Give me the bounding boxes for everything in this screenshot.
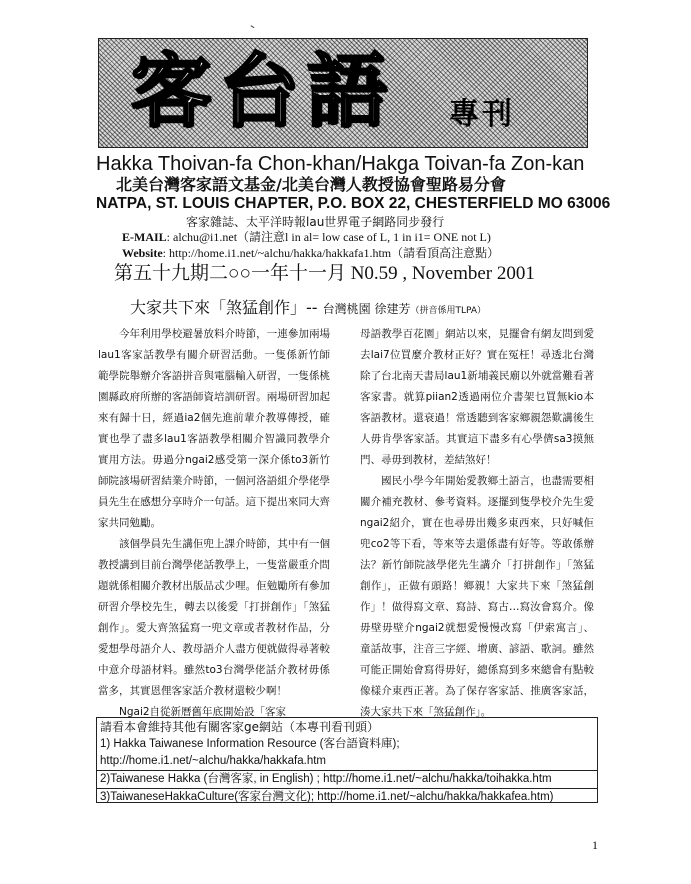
related-websites-box	[96, 717, 598, 803]
link-item	[97, 770, 597, 788]
title-english: Hakka Thoivan-fa Chon-khan/Hakga Toivan-fa Zon-kan	[96, 153, 585, 175]
article-title	[130, 296, 486, 323]
email-line	[122, 229, 491, 245]
article-paragraph: 該個學員先生講佢兜上課介時節，其中有一個教授講到目前台灣學佬話教學上，一隻當嚴重介問題就係相關介教材出版品忒少哩。佢勉勵所有參加研習介學校先生，轉去以後愛「打拼創作」「煞猛創作」。愛大齊煞猛寫一兜文章或者教材作品，分愛想學母語介人、教母語介人盡方便就做得尋著較中意介母語材料。雖然to3台灣學佬話介教材毋係當多，其實恩俚客家話介教材還較少啊！	[98, 538, 330, 697]
link-item	[100, 753, 594, 770]
website-line	[122, 245, 499, 261]
article-column-right	[360, 324, 594, 723]
masthead-title: 客台語	[131, 44, 395, 138]
link-url[interactable]: http://home.i1.net/~alchu/hakka/hakkafea.htm)	[317, 791, 554, 803]
masthead-subtitle: 專刊	[449, 97, 515, 132]
article-paragraph: 母語教學百花園」網站以來，見擺會有網友問到愛去lai7位買麼介教材正好？實在冤枉！尋透北台灣除了台北南天書局lau1新埔義民廟以外就當難看著客家書。就算piian2透過兩位介書架乜買無kio本客語教材。還衰過！常透聽到客家鄉親怨歎講後生人毋肯學客家話。其實這下盡多有心學儕sa3摸無門、尋毋到教材，差結煞好！	[360, 328, 594, 466]
article-paragraph: Ngai2自從新曆舊年底開始設「客家	[119, 706, 287, 718]
email-value[interactable]: : alchu@i1.net（請注意l in al= low case of L, 1 in i1= ONE not L)	[166, 230, 491, 244]
website-value[interactable]: : http://home.i1.net/~alchu/hakka/hakkafa1.htm（請看頂高注意點）	[162, 246, 500, 260]
link-item	[100, 736, 594, 753]
link-url[interactable]: http://home.i1.net/~alchu/hakka/toihakka.htm	[323, 773, 552, 785]
mailing-address: NATPA, ST. LOUIS CHAPTER, P.O. BOX 22, CHESTERFIELD MO 63006	[96, 195, 611, 212]
article-paragraph: 今年利用學校避暑放料介時節，一連參加兩場lau1客家話教學有關介研習活動。一隻係新竹師範學院舉辦介客語拼音與電腦輸入研習，一隻係桃園縣政府所辦的客語師資培訓研習。兩場研習加起來有歸十日，經過ia2個先進前輩介教導傳授，確實也學了盡多lau1客語教學相關介智識同教學介實用方法。毋過分ngai2感受第一深介係to3新竹師院該場研習結業介時節，一個河洛語組介學佬學員先生在感想分享時介一句話。這下提出來同大齊家共同勉勵。	[98, 328, 330, 529]
link-url[interactable]: http://home.i1.net/~alchu/hakka/hakkafa.htm	[100, 755, 326, 767]
article-headline: 大家共下來「煞猛創作」--	[130, 298, 323, 317]
link-label: 2)Taiwanese Hakka (台灣客家, in English) ;	[100, 773, 320, 785]
issue-line: 第五十九期二○○一年十一月 N0.59 , November 2001	[114, 263, 535, 284]
website-label: Website	[122, 246, 163, 260]
link-label: 1) Hakka Taiwanese Information Resource (客台語資料庫);	[100, 738, 400, 750]
stray-mark	[250, 25, 255, 30]
publication-note: 客家雜誌、太平洋時報lau世界電子網路同步發行	[186, 215, 445, 229]
link-item	[97, 788, 597, 803]
link-label: 3)TaiwaneseHakkaCulture(客家台灣文化);	[100, 791, 315, 803]
article-column-left	[98, 324, 330, 723]
article-author: 台灣桃園 徐建芳	[322, 302, 411, 316]
links-heading: 請看本會維持其他有關客家ge網站（本專刊看刊頭）	[100, 720, 380, 734]
email-label: E-MAIL	[122, 230, 167, 244]
masthead-banner	[98, 38, 588, 148]
page-number: 1	[592, 838, 598, 852]
title-chinese: 北美台灣客家語文基金/北美台灣人教授協會聖路易分會	[116, 175, 506, 194]
article-paragraph: 國民小學今年開始愛教鄉土語言，也盡需要相關介補充教材、參考資料。逐擺到隻學校介先生愛ngai2紹介，實在也尋毋出幾多東西來，只好喊佢兜co2等下看，等來等去還係盡有好等。等敢係辦法？新竹師院該學佬先生講介「打拼創作」「煞猛創作」，正做有頭路！鄉親！大家共下來「煞猛創作」！做得寫文章、寫詩、寫古…寫汝會寫介。像毋壁毋壁介ngai2就想愛慢慢改寫「伊索寓言」、童話故事，注音三字經、增廣、諺語、歌詞。雖然可能正開始會寫得毋好，總係寫到多來總會有點較像樣介東西正著。為了保存客家話、推廣客家話，湊大家共下來「煞猛創作」。	[360, 475, 594, 718]
article-note: （拼音係用TLPA）	[410, 306, 486, 316]
